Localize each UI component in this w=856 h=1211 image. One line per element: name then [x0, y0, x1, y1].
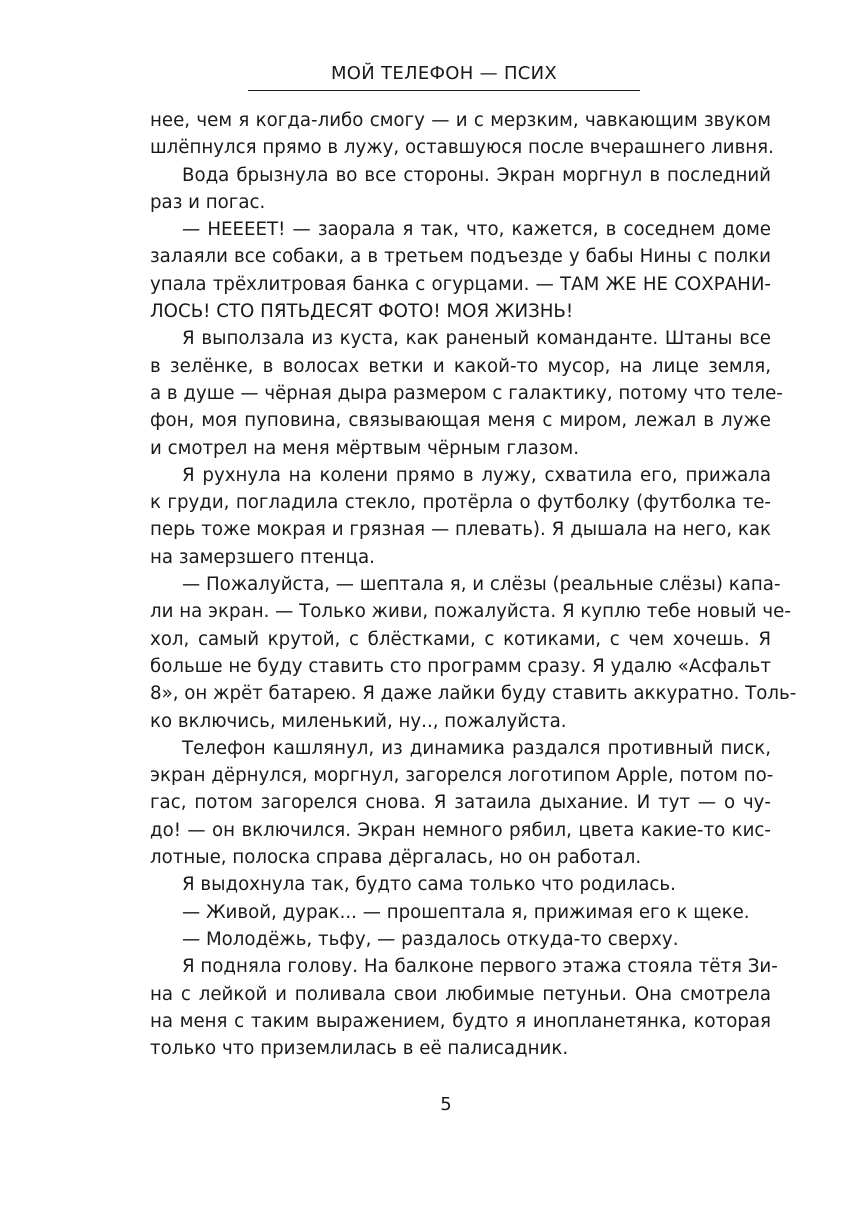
- text-line: упала трёхлитровая банка с огурцами. — ТАМ ЖЕ НЕ СОХРАНИ-: [150, 273, 771, 295]
- text-line: фон, моя пуповина, связывающая меня с миром, лежал в луже: [150, 410, 771, 432]
- text-line: — НЕЕЕЕТ! — заорала я так, что, кажется, в соседнем доме: [182, 219, 771, 241]
- paragraph: [150, 571, 797, 735]
- text-line: Я выползала из куста, как раненый команданте. Штаны все: [182, 328, 771, 350]
- text-line: и смотрел на меня мёртвым чёрным глазом.: [150, 437, 580, 459]
- text-line: шлёпнулся прямо в лужу, оставшуюся после вчерашнего ливня.: [150, 137, 774, 159]
- paragraph: [150, 325, 783, 461]
- text-line: перь тоже мокрая и грязная — плевать). Я дышала на него, как: [150, 519, 771, 541]
- paragraph: [150, 899, 771, 926]
- paragraph: [150, 162, 771, 217]
- text-line: — Молодёжь, тьфу, — раздалось откуда-то сверху.: [182, 928, 679, 950]
- text-line: хол, самый крутой, с блёстками, с котиками, с чем хочешь. Я: [150, 628, 771, 650]
- text-line: лотные, полоска справа дёргалась, но он работал.: [150, 847, 642, 869]
- text-line: до! — он включился. Экран немного рябил, цвета какие-то кис-: [150, 819, 771, 841]
- page-body: [150, 107, 797, 1062]
- text-line: Я подняла голову. На балконе первого этажа стояла тётя Зи-: [182, 956, 778, 978]
- text-line: — Пожалуйста, — шептала я, и слёзы (реальные слёзы) капа-: [182, 574, 781, 596]
- text-line: на с лейкой и поливала свои любимые петуньи. Она смотрела: [150, 983, 771, 1005]
- text-line: а в душе — чёрная дыра размером с галактику, потому что теле-: [150, 382, 783, 404]
- paragraph: [150, 735, 774, 871]
- text-line: 8», он жрёт батарею. Я даже лайки буду ставить аккуратно. Толь-: [150, 683, 797, 705]
- paragraph: [150, 926, 771, 953]
- text-line: Вода брызнула во все стороны. Экран моргнул в последний: [182, 164, 771, 186]
- text-line: ли на экран. — Только живи, пожалуйста. Я куплю тебе новый че-: [150, 601, 791, 623]
- paragraph: [150, 107, 774, 162]
- text-line: ко включись, миленький, ну.., пожалуйста.: [150, 710, 567, 732]
- paragraph: [150, 462, 771, 571]
- header-rule: [248, 90, 640, 91]
- paragraph: [150, 216, 771, 325]
- text-line: в зелёнке, в волосах ветки и какой-то мусор, на лице земля,: [150, 355, 771, 377]
- text-line: — Живой, дурак... — прошептала я, прижимая его к щеке.: [182, 901, 750, 923]
- text-line: залаяли все собаки, а в третьем подъезде у бабы Нины с полки: [150, 246, 771, 268]
- page-number: 5: [440, 1094, 452, 1115]
- text-line: гас, потом загорелся снова. Я затаила дыхание. И тут — о чу-: [150, 792, 771, 814]
- paragraph: [150, 953, 778, 1062]
- text-line: Телефон кашлянул, из динамика раздался противный писк,: [182, 737, 771, 759]
- text-line: на замерзшего птенца.: [150, 546, 375, 568]
- text-line: к груди, погладила стекло, протёрла о футболку (футболка те-: [150, 492, 771, 514]
- text-line: только что приземлилась в её палисадник.: [150, 1038, 569, 1060]
- text-line: на меня с таким выражением, будто я инопланетянка, которая: [150, 1010, 771, 1032]
- text-line: экран дёрнулся, моргнул, загорелся логотипом Apple, потом по-: [150, 765, 774, 787]
- text-line: Я выдохнула так, будто сама только что родилась.: [182, 874, 676, 896]
- text-line: больше не буду ставить сто программ сразу. Я удалю «Асфальт: [150, 655, 771, 677]
- paragraph: [150, 871, 771, 898]
- text-line: Я рухнула на колени прямо в лужу, схватила его, прижала: [182, 464, 771, 486]
- running-head: МОЙ ТЕЛЕФОН — ПСИХ: [330, 63, 558, 84]
- text-line: ЛОСЬ! СТО ПЯТЬДЕСЯТ ФОТО! МОЯ ЖИЗНЬ!: [150, 301, 574, 323]
- text-line: раз и погас.: [150, 191, 266, 213]
- text-line: нее, чем я когда-либо смогу — и с мерзким, чавкающим звуком: [150, 110, 771, 131]
